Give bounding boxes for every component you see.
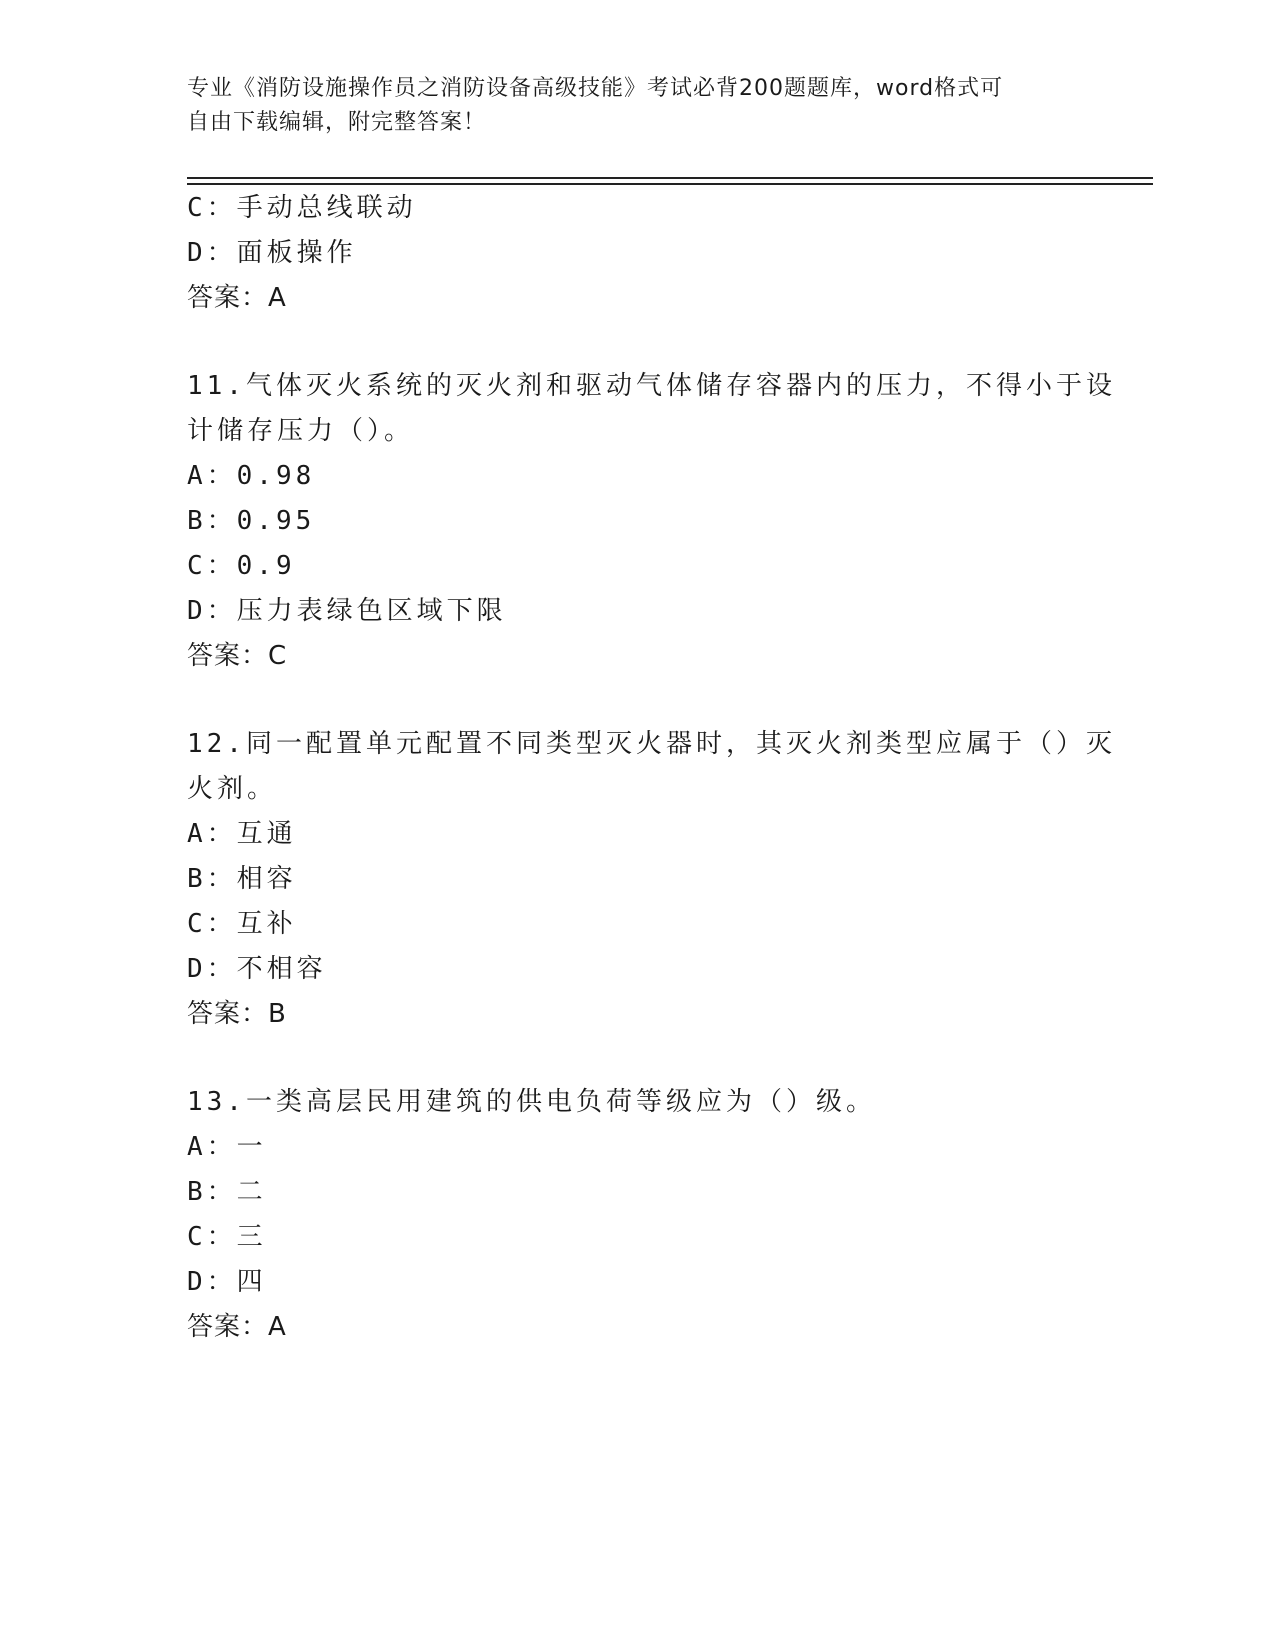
- question-11-stem-line-2: 计储存压力（）。: [187, 416, 415, 446]
- question-13-option-c: C：三: [187, 1222, 267, 1252]
- header-divider-top: [187, 177, 1153, 179]
- option-c: C：手动总线联动: [187, 193, 417, 223]
- question-13-option-a: A：一: [187, 1132, 267, 1162]
- answer-line: 答案：A: [187, 283, 287, 313]
- header-divider-bottom: [187, 183, 1153, 185]
- document-header: [187, 72, 1087, 140]
- question-11-answer: 答案：C: [187, 641, 288, 671]
- question-12-option-b: B：相容: [187, 864, 297, 894]
- header-line-1: 专业《消防设施操作员之消防设备高级技能》考试必背200题题库，word格式可: [187, 76, 1004, 101]
- question-11-option-c: C：0.9: [187, 551, 296, 581]
- question-13-answer: 答案：A: [187, 1312, 287, 1342]
- question-11-stem-line-1: 11.气体灭火系统的灭火剂和驱动气体储存容器内的压力，不得小于设: [187, 371, 1116, 401]
- question-13-option-d: D：四: [187, 1267, 267, 1297]
- question-12-stem-line-2: 火剂。: [187, 774, 278, 804]
- header-line-2: 自由下载编辑，附完整答案！: [187, 110, 487, 135]
- option-d: D：面板操作: [187, 238, 357, 268]
- question-13-stem-line-1: 13.一类高层民用建筑的供电负荷等级应为（）级。: [187, 1087, 876, 1117]
- question-11-option-b: B：0.95: [187, 506, 316, 536]
- question-12-answer: 答案：B: [187, 999, 287, 1029]
- question-12-option-a: A：互通: [187, 819, 297, 849]
- question-11-option-a: A：0.98: [187, 461, 316, 491]
- question-12-stem-line-1: 12.同一配置单元配置不同类型灭火器时，其灭火剂类型应属于（）灭: [187, 729, 1116, 759]
- question-12-option-d: D：不相容: [187, 954, 327, 984]
- question-13-option-b: B：二: [187, 1177, 267, 1207]
- question-11-option-d: D：压力表绿色区域下限: [187, 596, 507, 626]
- question-12-option-c: C：互补: [187, 909, 297, 939]
